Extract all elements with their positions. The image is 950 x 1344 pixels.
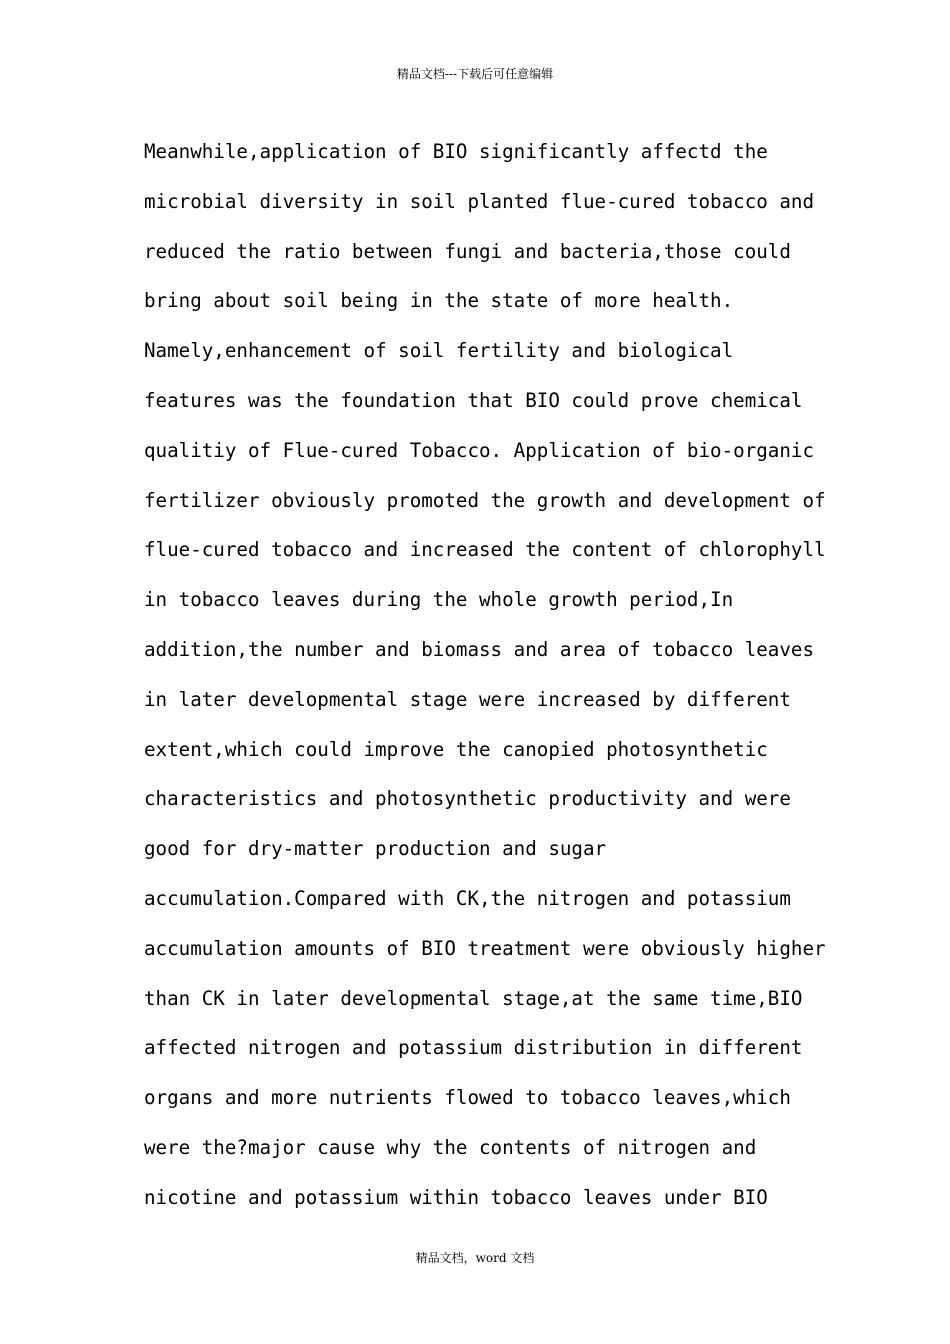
text-line: than CK in later developmental stage,at the same time,BIO bbox=[144, 986, 803, 1010]
text-line: extent,which could improve the canopied photosynthetic bbox=[144, 737, 768, 761]
text-line: characteristics and photosynthetic productivity and were bbox=[144, 787, 791, 811]
text-line: accumulation amounts of BIO treatment were obviously higher bbox=[144, 936, 826, 960]
text-line: accumulation.Compared with CK,the nitrogen and potassium bbox=[144, 886, 791, 910]
text-line: microbial diversity in soil planted flue-cured tobacco and bbox=[144, 189, 815, 213]
text-line: in tobacco leaves during the whole growth period,In bbox=[144, 588, 734, 612]
text-line: affected nitrogen and potassium distribution in different bbox=[144, 1036, 803, 1060]
text-line: organs and more nutrients flowed to tobacco leaves,which bbox=[144, 1086, 791, 1110]
text-line: nicotine and potassium within tobacco leaves under BIO bbox=[144, 1185, 768, 1209]
text-line: Namely,enhancement of soil fertility and biological bbox=[144, 339, 734, 363]
text-line: in later developmental stage were increased by different bbox=[144, 687, 791, 711]
text-line: addition,the number and biomass and area of tobacco leaves bbox=[144, 637, 815, 661]
text-line: bring about soil being in the state of more health. bbox=[144, 289, 734, 313]
text-line: reduced the ratio between fungi and bacteria,those could bbox=[144, 239, 791, 263]
text-line: features was the foundation that BIO could prove chemical bbox=[144, 388, 803, 412]
text-line: good for dry-matter production and sugar bbox=[144, 837, 607, 861]
page-footer: 精品文档，word 文档 bbox=[415, 1251, 535, 1265]
text-line: Meanwhile,application of BIO significantly affectd the bbox=[144, 140, 768, 163]
text-line: fertilizer obviously promoted the growth and development of bbox=[144, 488, 826, 512]
page-header: 精品文档---下载后可任意编辑 bbox=[396, 67, 554, 81]
text-line: qualitiy of Flue-cured Tobacco. Application of bio-organic bbox=[144, 438, 815, 462]
body-text bbox=[144, 127, 834, 1223]
text-line: were the?major cause why the contents of nitrogen and bbox=[144, 1135, 757, 1159]
text-line: flue-cured tobacco and increased the content of chlorophyll bbox=[144, 538, 826, 562]
